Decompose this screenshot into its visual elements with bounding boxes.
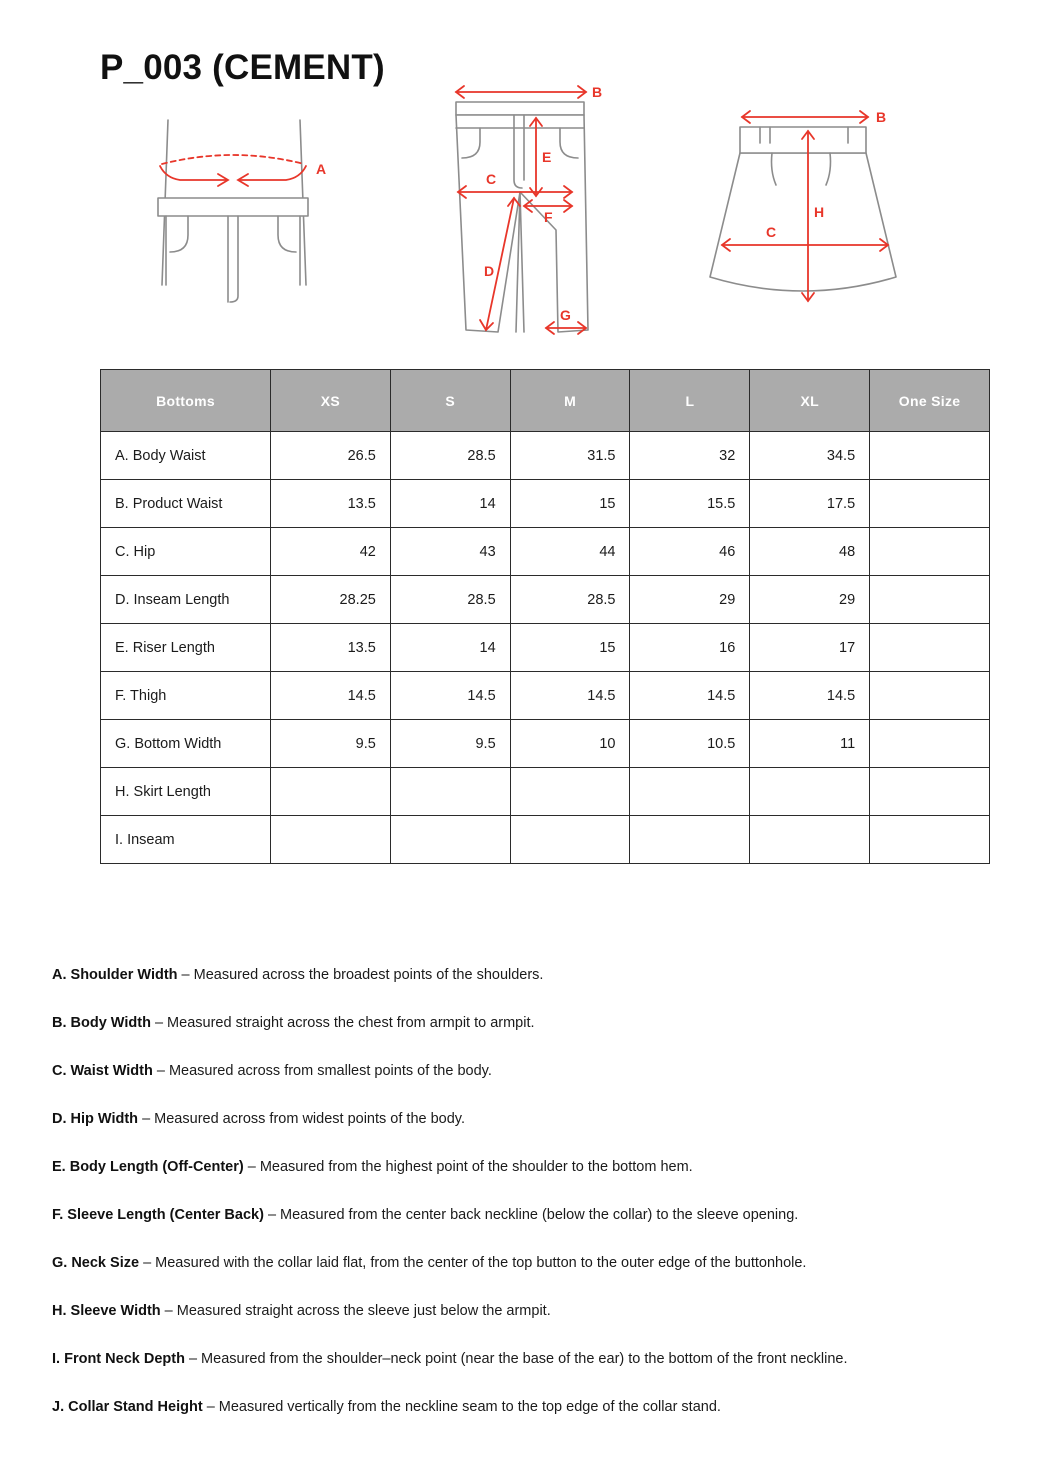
definition-term: E. Body Length (Off-Center) xyxy=(52,1158,244,1175)
measurement-cell: 28.5 xyxy=(510,576,630,624)
measurement-cell: 14.5 xyxy=(630,672,750,720)
definition-description: – Measured across from smallest points of the body. xyxy=(152,1062,492,1079)
measurement-cell xyxy=(870,672,990,720)
diagram-label-h: H xyxy=(814,204,825,220)
measurement-cell xyxy=(390,816,510,864)
column-header-xl: XL xyxy=(750,370,870,432)
measurement-cell: 14 xyxy=(390,480,510,528)
diagram-label-e: E xyxy=(542,149,552,165)
definition-item xyxy=(52,1205,972,1226)
definition-term: G. Neck Size xyxy=(52,1254,140,1271)
measurement-cell xyxy=(750,816,870,864)
technical-diagrams-strip xyxy=(0,80,1040,355)
definition-item xyxy=(52,1109,972,1130)
measurement-cell: 46 xyxy=(630,528,750,576)
measurement-cell: 13.5 xyxy=(271,480,391,528)
definition-term: C. Waist Width xyxy=(52,1062,153,1079)
definition-description: – Measured with the collar laid flat, from the center of the top button to the outer edge of the buttonhole. xyxy=(139,1254,807,1271)
row-label: E. Riser Length xyxy=(101,624,271,672)
measurement-cell xyxy=(271,816,391,864)
measurement-cell: 34.5 xyxy=(750,432,870,480)
table-header-row xyxy=(101,370,990,432)
measurement-cell xyxy=(630,768,750,816)
measurement-cell xyxy=(870,576,990,624)
definition-term: I. Front Neck Depth xyxy=(52,1350,185,1367)
definition-description: – Measured from the highest point of the shoulder to the bottom hem. xyxy=(243,1158,693,1175)
measurement-cell: 48 xyxy=(750,528,870,576)
table-row xyxy=(101,432,990,480)
measurement-cell: 28.5 xyxy=(390,432,510,480)
measurement-cell: 17.5 xyxy=(750,480,870,528)
page-title: P_003 (CEMENT) xyxy=(100,48,385,87)
definition-description: – Measured straight across the chest from armpit to armpit. xyxy=(150,1014,535,1031)
measurement-cell: 26.5 xyxy=(271,432,391,480)
measurement-cell: 17 xyxy=(750,624,870,672)
measurement-cell xyxy=(750,768,870,816)
measurement-cell: 31.5 xyxy=(510,432,630,480)
definition-description: – Measured across from widest points of the body. xyxy=(138,1110,465,1127)
measurement-cell: 9.5 xyxy=(271,720,391,768)
measurement-cell: 13.5 xyxy=(271,624,391,672)
measurement-cell: 14.5 xyxy=(510,672,630,720)
row-label: G. Bottom Width xyxy=(101,720,271,768)
definition-item xyxy=(52,1013,972,1034)
measurement-cell: 44 xyxy=(510,528,630,576)
column-header-xs: XS xyxy=(271,370,391,432)
measurement-cell xyxy=(870,528,990,576)
measurement-cell: 28.25 xyxy=(271,576,391,624)
measurement-cell xyxy=(870,768,990,816)
row-label: I. Inseam xyxy=(101,816,271,864)
definition-item xyxy=(52,1301,972,1322)
row-label: A. Body Waist xyxy=(101,432,271,480)
measurement-cell: 10 xyxy=(510,720,630,768)
definition-term: H. Sleeve Width xyxy=(52,1302,161,1319)
measurement-cell xyxy=(870,480,990,528)
body-waist-diagram xyxy=(140,110,350,320)
skirt-technical-diagram xyxy=(698,105,928,325)
measurement-definitions-list xyxy=(52,950,972,1418)
table-row xyxy=(101,816,990,864)
definition-term: B. Body Width xyxy=(52,1014,151,1031)
size-chart-table xyxy=(100,369,990,864)
measurement-cell: 14.5 xyxy=(750,672,870,720)
column-header-l: L xyxy=(630,370,750,432)
column-header-one-size: One Size xyxy=(870,370,990,432)
definition-item xyxy=(52,1349,972,1370)
definition-description: – Measured vertically from the neckline seam to the top edge of the collar stand. xyxy=(202,1398,721,1415)
definition-description: – Measured straight across the sleeve just below the armpit. xyxy=(160,1302,551,1319)
definition-term: D. Hip Width xyxy=(52,1110,139,1127)
table-row xyxy=(101,480,990,528)
measurement-cell: 14.5 xyxy=(271,672,391,720)
definition-description: – Measured from the shoulder–neck point (near the base of the ear) to the bottom of the front neckline. xyxy=(184,1350,848,1367)
definition-term: F. Sleeve Length (Center Back) xyxy=(52,1206,264,1223)
measurement-cell xyxy=(630,816,750,864)
measurement-cell: 15 xyxy=(510,624,630,672)
diagram-label-c: C xyxy=(486,171,497,187)
measurement-cell: 14.5 xyxy=(390,672,510,720)
definition-description: – Measured from the center back neckline (below the collar) to the sleeve opening. xyxy=(263,1206,799,1223)
measurement-cell: 15 xyxy=(510,480,630,528)
table-body xyxy=(101,432,990,864)
definition-item xyxy=(52,1157,972,1178)
diagram-label-c-skirt: C xyxy=(766,224,777,240)
measurement-cell xyxy=(510,768,630,816)
row-label: C. Hip xyxy=(101,528,271,576)
measurement-cell: 14 xyxy=(390,624,510,672)
diagram-label-b-skirt: B xyxy=(876,109,887,125)
definition-description: – Measured across the broadest points of the shoulders. xyxy=(177,966,544,983)
diagram-label-d: D xyxy=(484,263,495,279)
definition-item xyxy=(52,965,972,986)
measurement-cell: 32 xyxy=(630,432,750,480)
table-row xyxy=(101,576,990,624)
table-row xyxy=(101,720,990,768)
measurement-cell: 42 xyxy=(271,528,391,576)
diagram-label-g: G xyxy=(560,307,571,323)
measurement-cell: 15.5 xyxy=(630,480,750,528)
measurement-cell xyxy=(510,816,630,864)
measurement-cell xyxy=(870,432,990,480)
diagram-label-a: A xyxy=(316,161,327,177)
column-header-s: S xyxy=(390,370,510,432)
column-header-m: M xyxy=(510,370,630,432)
table-row xyxy=(101,624,990,672)
definition-item xyxy=(52,1253,972,1274)
measurement-cell xyxy=(870,816,990,864)
measurement-cell xyxy=(390,768,510,816)
table-row xyxy=(101,768,990,816)
measurement-cell xyxy=(870,720,990,768)
table-row xyxy=(101,528,990,576)
diagram-label-f: F xyxy=(544,209,553,225)
pants-technical-diagram xyxy=(438,80,618,355)
measurement-cell: 9.5 xyxy=(390,720,510,768)
measurement-cell xyxy=(870,624,990,672)
row-label: D. Inseam Length xyxy=(101,576,271,624)
definition-item xyxy=(52,1397,972,1418)
row-label: H. Skirt Length xyxy=(101,768,271,816)
column-header-bottoms: Bottoms xyxy=(101,370,271,432)
definition-term: A. Shoulder Width xyxy=(52,966,178,983)
row-label: B. Product Waist xyxy=(101,480,271,528)
measurement-cell: 28.5 xyxy=(390,576,510,624)
definition-term: J. Collar Stand Height xyxy=(52,1398,203,1415)
table-row xyxy=(101,672,990,720)
definition-item xyxy=(52,1061,972,1082)
measurement-cell: 16 xyxy=(630,624,750,672)
measurement-cell: 43 xyxy=(390,528,510,576)
measurement-cell: 29 xyxy=(630,576,750,624)
row-label: F. Thigh xyxy=(101,672,271,720)
diagram-label-b: B xyxy=(592,84,603,100)
measurement-cell: 11 xyxy=(750,720,870,768)
measurement-cell: 10.5 xyxy=(630,720,750,768)
measurement-cell: 29 xyxy=(750,576,870,624)
measurement-cell xyxy=(271,768,391,816)
